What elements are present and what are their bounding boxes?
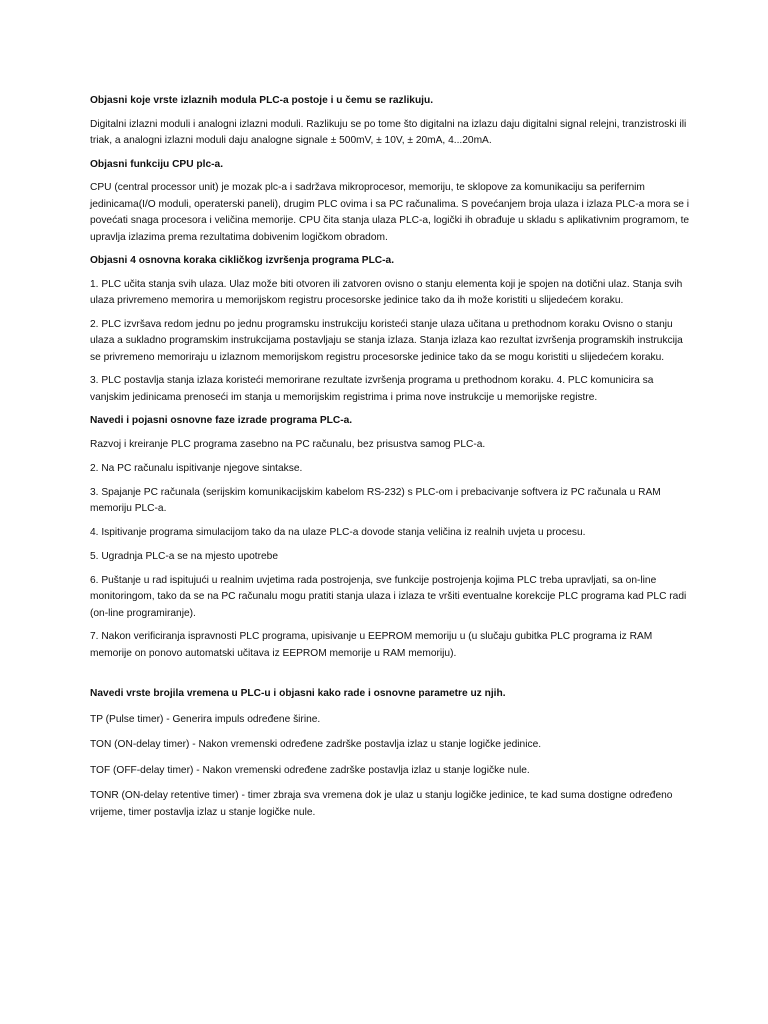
- question-heading: Navedi vrste brojila vremena u PLC-u i objasni kako rade i osnovne parametre uz njih.: [90, 688, 506, 699]
- question-heading: Navedi i pojasni osnovne faze izrade programa PLC-a.: [90, 415, 353, 426]
- timer-paragraph: TON (ON-delay timer) - Nakon vremenski određene zadrške postavlja izlaz u stanje logičke jedinice.: [90, 739, 542, 750]
- timer-paragraph: TONR (ON-delay retentive timer) - timer zbraja sva vremena dok je ulaz u stanju logičke jedinice, te kad suma dostigne određeno vrijeme, timer postavlja izlaz u stanje logičke nule.: [90, 790, 673, 818]
- question-heading: Objasni koje vrste izlaznih modula PLC-a postoje i u čemu se razlikuju.: [90, 95, 434, 106]
- phase-paragraph: 7. Nakon verificiranja ispravnosti PLC programa, upisivanje u EEPROM memoriju u (u slučaju gubitka PLC programa iz RAM memorije on ponovo automatski učitava iz EEPROM memorije u RAM memoriju).: [90, 631, 653, 659]
- answer-paragraph: Digitalni izlazni moduli i analogni izlazni moduli. Razlikuju se po tome što digitalni na izlazu daju digitalni signal relejni, tranzistroski ili triak, a analogni izlazni moduli daju analogne signale ± 500mV, ± 10V, ± 20mA, 4...20mA.: [90, 118, 687, 146]
- document-page: [90, 93, 690, 821]
- phase-paragraph: 2. Na PC računalu ispitivanje njegove sintakse.: [90, 463, 303, 474]
- phase-paragraph: 4. Ispitivanje programa simulacijom tako da na ulaze PLC-a dovode stanja veličina iz realnih uvjeta u procesu.: [90, 526, 586, 538]
- phase-paragraph: 3. Spajanje PC računala (serijskim komunikacijskim kabelom RS-232) s PLC-om i prebacivanje softvera iz PC računala u RAM memoriju PLC-a.: [90, 486, 661, 514]
- cycle-step-paragraph: 2. PLC izvršava redom jednu po jednu programsku instrukciju koristeći stanje ulaza učitana u prethodnom koraku Ovisno o stanju ulaza a sukladno programskim instrukcijama postavljaju se stanja izlaza. Stanja izlaza kao rezultat izvršenja programskih instrukcija se privremeno memoriraju u izlaznom memorijskom registru procesorske jedinice tako da se mogu koristiti u slijedećem koraku.: [90, 318, 683, 363]
- cycle-step-paragraph: 3. PLC postavlja stanja izlaza koristeći memorirane rezultate izvršenja programa u prethodnom koraku. 4. PLC komunicira sa vanjskim jedinicama prenoseći im stanja u memorijskim registrima i prima nove instrukcije u memorijske registre.: [90, 375, 654, 403]
- timer-paragraph: TOF (OFF-delay timer) - Nakon vremenski određene zadrške postavlja izlaz u stanje logičke nule.: [90, 764, 530, 776]
- phase-paragraph: 6. Puštanje u rad ispitujući u realnim uvjetima rada postrojenja, sve funkcije postrojenja kojima PLC treba upravljati, sa on-line monitoringom, tako da se na PC računalu mogu pratiti stanja ulaza i izlaza te vršiti eventualne korekcije PLC programa kad PLC radi (on-line programiranje).: [90, 574, 687, 619]
- answer-paragraph: CPU (central processor unit) je mozak plc-a i sadržava mikroprocesor, memoriju, te sklopove za komunikaciju sa perifernim jedinicama(I/O moduli, operaterski paneli), drugim PLC ovima i sa PC računalima. S povećanjem broja ulaza i izlaza PLC-a mora se i povećati snaga procesora i veličina memorije. CPU čita stanja ulaza PLC-a, logički ih obrađuje u skladu s aplikativnim programom, te upravlja izlazima prema rezultatima dobivenim logičkom obradom.: [90, 182, 690, 243]
- phase-paragraph: Razvoj i kreiranje PLC programa zasebno na PC računalu, bez prisustva samog PLC-a.: [90, 438, 486, 450]
- timer-paragraph: TP (Pulse timer) - Generira impuls određene širine.: [90, 713, 321, 725]
- cycle-step-paragraph: 1. PLC učita stanja svih ulaza. Ulaz može biti otvoren ili zatvoren ovisno o stanju elementa koji je spojen na dotični ulaz. Stanja svih ulaza privremeno memorira u memorijskom registru procesorske jedinice tako da ih može koristiti u slijedećem koraku.: [90, 278, 683, 306]
- phase-paragraph: 5. Ugradnja PLC-a se na mjesto upotrebe: [90, 551, 279, 562]
- question-heading: Objasni 4 osnovna koraka cikličkog izvršenja programa PLC-a.: [90, 255, 395, 266]
- question-heading: Objasni funkciju CPU plc-a.: [90, 158, 224, 170]
